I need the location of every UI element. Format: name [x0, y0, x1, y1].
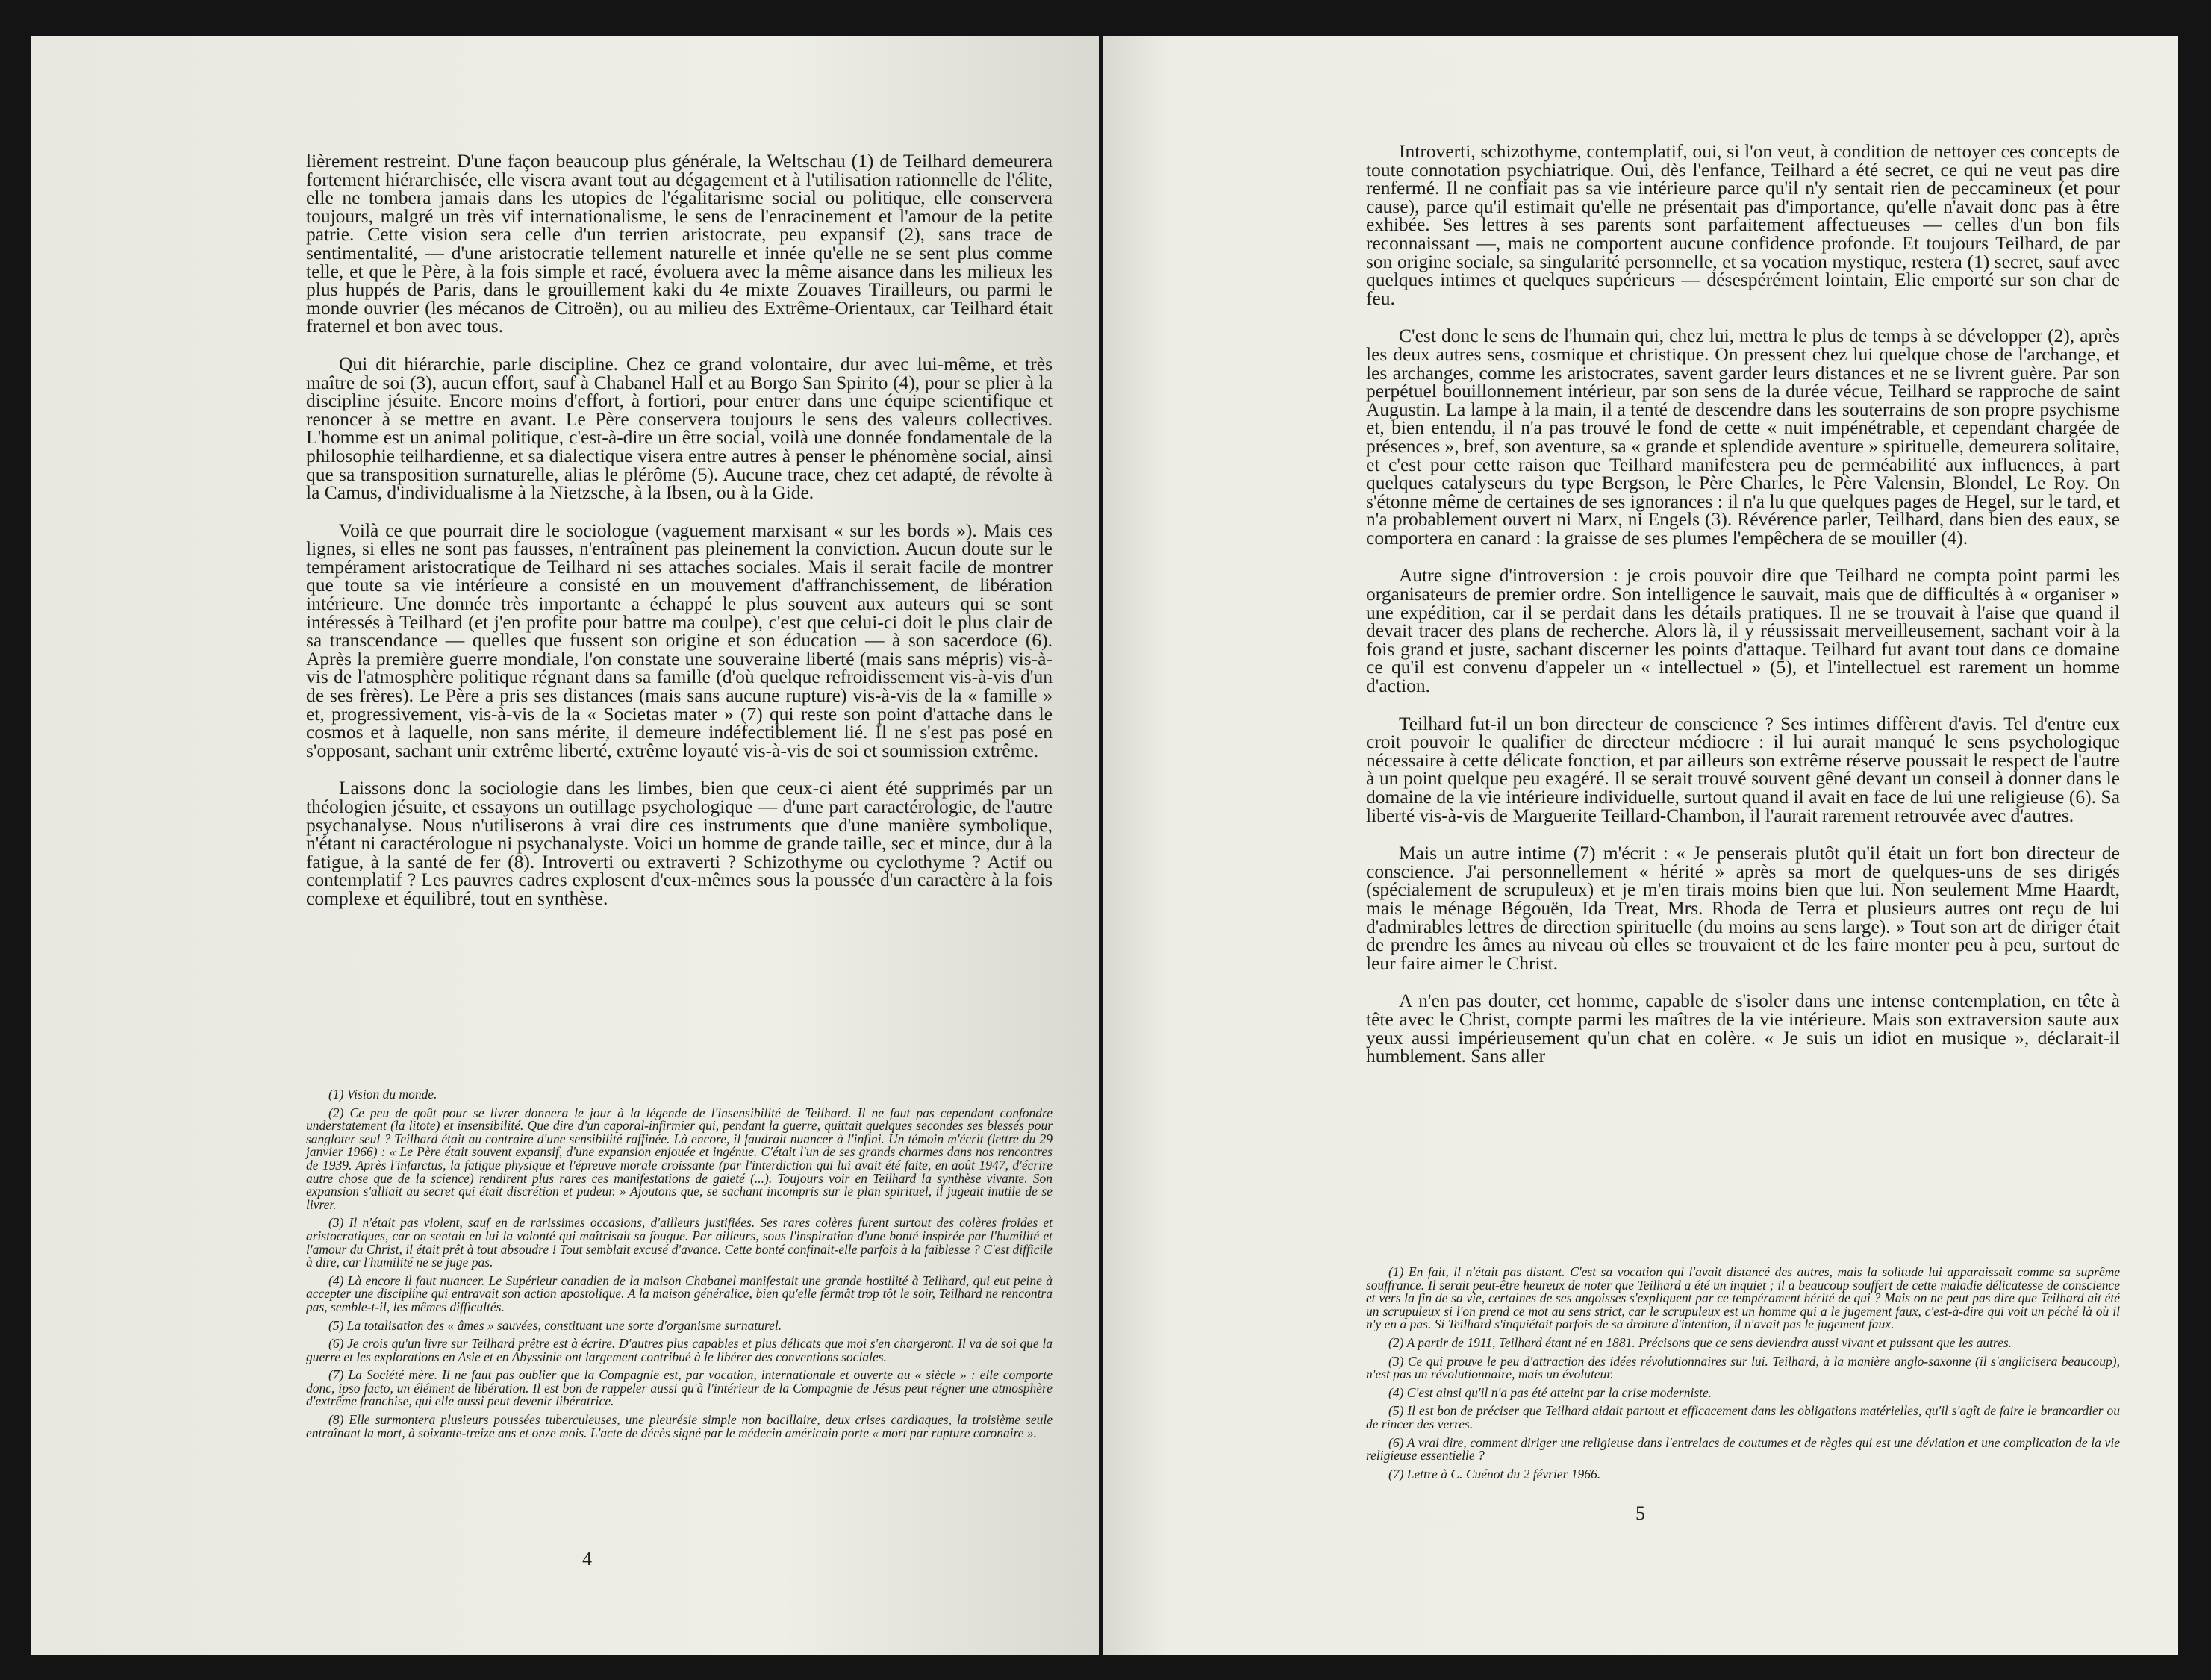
right-footnotes	[1366, 1266, 2120, 1486]
footnote: (4) Là encore il faut nuancer. Le Supérieur canadien de la maison Chabanel manifestait une grande hostilité à Teilhard, qui eut peine à accepter une discipline qui entravait son action apostolique. A la maison généralice, bien qu'elle fermât trop tôt le soir, Teilhard ne rencontra pas, semble-t-il, les mêmes difficultés.	[306, 1273, 1053, 1314]
page-number: 5	[1635, 1502, 1645, 1524]
paragraph: C'est donc le sens de l'humain qui, chez lui, mettra le plus de temps à se développer (2), après les deux autres sens, cosmique et christique. On pressent chez lui quelque chose de l'archange, et les archanges, comme les aristocrates, savent garder leurs distances et ne se livrent guère. Par son perpétuel bouillonnement intérieur, par son sens de la durée vécue, Teilhard se rapproche de saint Augustin. La lampe à la main, il a tenté de descendre dans les souterrains de son propre psychisme et, bien entendu, il n'a pas trouvé le fond de cette « nuit impénétrable, et cependant chargée de présences », bref, son aventure, sa « grande et splendide aventure » spirituelle, demeurera solitaire, et c'est pour cette raison que Teilhard manifestera peu de perméabilité aux influences, à part quelques catalyseurs du type Bergson, le Père Charles, le Père Valensin, Blondel, Le Roy. On s'étonne même de certaines de ses ignorances : il n'a lu que quelques pages de Hegel, sur le tard, et n'a probablement ouvert ni Marx, ni Engels (3). Révérence parler, Teilhard, dans bien des eaux, se comportera en canard : la graisse de ses plumes l'empêchera de se mouiller (4).	[1366, 325, 2120, 549]
left-body-text	[306, 152, 1053, 928]
paragraph: Autre signe d'introversion : je crois pouvoir dire que Teilhard ne compta point parmi les organisateurs de premier ordre. Son intelligence le sauvait, mais que de difficultés à « organiser » une expédition, car il se perdait dans les détails pratiques. Il ne se trouvait à l'aise que quand il devait tracer des plans de recherche. Alors là, il y réussissait merveilleusement, sachant voir à la fois grand et juste, sachant discerner les points d'attaque. Teilhard fut avant tout dans ce domaine ce qu'il est convenu d'appeler un « intellectuel » (5), et l'intellectuel est rarement un homme d'action.	[1366, 564, 2120, 697]
paragraph: Teilhard fut-il un bon directeur de conscience ? Ses intimes diffèrent d'avis. Tel d'entre eux croit pouvoir le qualifier de directeur médiocre : il lui aurait manqué le sens psychologique nécessaire à cette délicate fonction, et par ailleurs son extrême réserve poussait le respect de l'autre à un point quelque peu exagéré. Il se serait trouvé souvent gêné devant un conseil à donner dans le domaine de la vie intérieure individuelle, surtout quand il avait en face de lui une religieuse (6). Sa liberté vis-à-vis de Marguerite Teillard-Chambon, il l'aurait rarement retrouvée avec d'autres.	[1366, 712, 2120, 826]
footnote: (7) Lettre à C. Cuénot du 2 février 1966.	[1388, 1466, 1601, 1481]
footnote: (2) Ce peu de goût pour se livrer donnera le jour à la légende de l'insensibilité de Teilhard. Il ne faut pas cependant confondre understatement (la litote) et insensibilité. Que dire d'un caporal-infirmier qui, pendant la guerre, quittait quelques secondes ses blessés pour sangloter seul ? Teilhard était au contraire d'une sensibilité raffinée. Là encore, il faudrait nuancer à l'infini. Un témoin m'écrit (lettre du 29 janvier 1966) : « Le Père était souvent expansif, d'une expansion enjouée et ingénue. C'était l'un de ses grands charmes dans nos rencontres de 1939. Après l'infarctus, la fatigue physique et l'épreuve morale croissante (par l'interdiction qui lui avait été faite, en août 1947, d'écrire autre chose que de la science) rendirent plus rares ces manifestations de gaieté (...). Toujours voir en Teilhard la synthèse vivante. Son expansion s'alliait au secret qui était discrétion et pudeur. » Ajoutons que, se sachant incompris sur le plan spirituel, il jugeait inutile de se livrer.	[306, 1105, 1053, 1212]
footnote: (3) Il n'était pas violent, sauf en de rarissimes occasions, d'ailleurs justifiées. Ses rares colères furent surtout des colères froides et aristocratiques, car on sentait en lui la volonté qui maîtrisait sa fougue. Par ailleurs, sous l'inspiration d'une bonté inspirée par l'humilité et l'amour du Christ, il était prêt à tout absoudre ! Tout semblait excusé d'avance. Cette bonté confinait-elle parfois à la faiblesse ? C'est difficile à dire, car l'humilité ne se juge pas.	[306, 1215, 1053, 1270]
footnote: (5) Il est bon de préciser que Teilhard aidait partout et efficacement dans les obligations matérielles, qu'il s'agît de faire le brancardier ou de rincer des verres.	[1366, 1403, 2120, 1431]
paragraph: Qui dit hiérarchie, parle discipline. Chez ce grand volontaire, dur avec lui-même, et très maître de soi (3), aucun effort, sauf à Chabanel Hall et au Borgo San Spirito (4), pour se plier à la discipline jésuite. Encore moins d'effort, à fortiori, pour entrer dans une équipe scientifique et renoncer à se mettre en avant. Le Père conservera toujours le sens des valeurs collectives. L'homme est un animal politique, c'est-à-dire un être social, voilà une donnée fondamentale de la philosophie teilhardienne, et sa dialectique visera entre autres à penser le phénomène social, ainsi que sa transposition surnaturelle, alias le plérôme (5). Aucune trace, chez cet adapté, de révolte à la Camus, d'individualisme à la Nietzsche, à la Ibsen, ou à la Gide.	[306, 352, 1053, 504]
footnote: (8) Elle surmontera plusieurs poussées tuberculeuses, une pleurésie simple non bacillaire, deux crises cardiaques, la troisième seule entraînant la mort, à soixante-treize ans et onze mois. L'acte de décès signé par le médecin américain porte « mort par rupture coronaire ».	[306, 1412, 1053, 1440]
footnote: (6) A vrai dire, comment diriger une religieuse dans l'entrelacs de coutumes et de règles qui est une déviation et une complication de la vie religieuse essentielle ?	[1366, 1434, 2120, 1464]
paragraph: Mais un autre intime (7) m'écrit : « Je penserais plutôt qu'il était un fort bon directeur de conscience. J'ai personnellement « hérité » après sa mort de quelques-uns de ses dirigés (spécialement de scrupuleux) et je m'en tirais moins bien que lui. Non seulement Mme Haardt, mais le ménage Bégouën, Ida Treat, Mrs. Rhoda de Terra et plusieurs autres ont reçu de lui d'admirables lettres de direction spirituelle (du moins au sens large). » Tout son art de diriger était de prendre les âmes au niveau où elles se trouvaient et de les faire monter peu à peu, surtout de leur faire aimer le Christ.	[1366, 842, 2120, 974]
right-body-text	[1366, 140, 2120, 1085]
footnote: (1) Vision du monde.	[328, 1087, 437, 1102]
footnote: (6) Je crois qu'un livre sur Teilhard prêtre est à écrire. D'autres plus capables et plus délicats que moi s'en chargeront. Il va de soi que la guerre et les explorations en Asie et en Abyssinie ont largement contribué à le libérer des conventions sociales.	[306, 1336, 1053, 1364]
left-footnotes	[306, 1088, 1053, 1445]
paragraph: A n'en pas douter, cet homme, capable de s'isoler dans une intense contemplation, en tête à tête avec le Christ, compte parmi les maîtres de la vie intérieure. Mais son extraversion saute aux yeux aussi impérieusement qu'un chat en colère. « Je suis un idiot en musique », déclarait-il humblement. Sans aller	[1366, 990, 2120, 1067]
footnote: (4) C'est ainsi qu'il n'a pas été atteint par la crise moderniste.	[1388, 1384, 1712, 1400]
page-number: 4	[582, 1548, 592, 1570]
footnote: (3) Ce qui prouve le peu d'attraction des idées révolutionnaires sur lui. Teilhard, à la manière anglo-saxonne (il s'anglicisera beaucoup), n'est pas un révolutionnaire, mais un évoluteur.	[1366, 1353, 2120, 1382]
paragraph: lièrement restreint. D'une façon beaucoup plus générale, la Weltschau (1) de Teilhard demeurera fortement hiérarchisée, elle visera avant tout au dégagement et à l'utilisation rationnelle de l'élite, elle ne tombera jamais dans les utopies de l'égalitarisme social ou politique, elle conservera toujours, malgré un très vif internationalisme, le sens de l'enracinement et l'amour de la petite patrie. Cette vision sera celle d'un terrien aristocrate, peu expansif (2), sans trace de sentimentalité, — d'une aristocratie tellement naturelle et innée qu'elle ne se sent plus comme telle, et que le Père, à la fois simple et racé, évoluera avec la même aisance dans les milieux les plus huppés de Paris, dans le grouillement kaki du 4e mixte Zouaves Tirailleurs, ou parmi le monde ouvrier (les mécanos de Citroën), ou au milieu des Extrême-Orientaux, car Teilhard était fraternel et bon avec tous.	[306, 150, 1053, 337]
footnote: (2) A partir de 1911, Teilhard étant né en 1881. Précisons que ce sens deviendra aussi vivant et puissant que les autres.	[1388, 1334, 2012, 1350]
footnote: (5) La totalisation des « âmes » sauvées, constituant une sorte d'organisme surnaturel.	[328, 1317, 782, 1333]
paragraph: Voilà ce que pourrait dire le sociologue (vaguement marxisant « sur les bords »). Mais ces lignes, si elles ne sont pas fausses, n'entraînent pas pleinement la conviction. Aucun doute sur le tempérament aristocratique de Teilhard ni ses attaches sociales. Mais il serait facile de montrer que toute sa vie intérieure a consisté en un mouvement d'affranchissement, de libération intérieure. Une donnée très importante a échappé le plus souvent aux auteurs qui se sont intéressés à Teilhard (et j'en profite pour battre ma coulpe), c'est que celui-ci doit le plus clair de sa transcendance — quelles que fussent son origine et son éducation — à son sacerdoce (6). Après la première guerre mondiale, l'on constate une souveraine liberté (mais sans mépris) vis-à-vis de l'atmosphère politique régnant dans sa famille (d'où quelque refroidissement vis-à-vis d'un de ses frères). Le Père a pris ses distances (mais sans aucune rupture) vis-à-vis de la « famille » et, progressivement, vis-à-vis de la « Societas mater » (7) qui reste son point d'attache dans le cosmos et à laquelle, non sans mérite, il demeure indéfectiblement lié. Il ne s'est pas posé en s'opposant, sachant unir extrême liberté, extrême loyauté vis-à-vis de soi et soumission extrême.	[306, 519, 1053, 761]
right-page	[1103, 36, 2178, 1655]
footnote: (1) En fait, il n'était pas distant. C'est sa vocation qui l'avait distancé des autres, mais la solitude lui apparaissait comme sa suprême souffrance. Il serait peut-être heureux de noter que Teilhard a été un inquiet ; il a beaucoup souffert de cette maladie délicatesse de conscience et vers la fin de sa vie, certaines de ses angoisses s'expliquent par ce tempérament hérité de qui ? Mais on ne peut pas dire que Teilhard ait été un scrupuleux si l'on prend ce mot au sens strict, car le scrupuleux est un homme qui a le jugement faux, c'est-à-dire qui voit un péché là où il n'y en a pas. Si Teilhard s'inquiétait parfois de sa droiture d'intention, il n'avait pas le jugement faux.	[1366, 1264, 2120, 1332]
paragraph: Introverti, schizothyme, contemplatif, oui, si l'on veut, à condition de nettoyer ces concepts de toute connotation psychiatrique. Oui, dès l'enfance, Teilhard a été secret, ce qui ne veut pas dire renfermé. Il ne confiait pas sa vie intérieure parce qu'il n'y sentait rien de peccamineux (et pour cause), parce qu'il estimait qu'elle ne présentait pas d'importance, qu'elle n'avait donc pas à être exhibée. Ses lettres à ses parents sont parfaitement affectueuses — celles d'un bon fils reconnaissant —, mais ne comportent aucune confidence profonde. Et toujours Teilhard, de par son origine sociale, sa singularité personnelle, et sa vocation mystique, restera (1) secret, sauf avec quelques intimes et quelques supérieurs — désespérément lointain, Elie emporté sur son char de feu.	[1366, 140, 2120, 309]
paragraph: Laissons donc la sociologie dans les limbes, bien que ceux-ci aient été supprimés par un théologien jésuite, et essayons un outillage psychologique — d'une part caractérologie, de l'autre psychanalyse. Nous n'utiliserons à vrai dire ces instruments que d'une manière symbolique, n'étant ni caractérologue ni psychanalyste. Voici un homme de grande taille, sec et mince, dur à la fatigue, à la santé de fer (8). Introverti ou extraverti ? Schizothyme ou cyclothyme ? Actif ou contemplatif ? Les pauvres cadres explosent d'eux-mêmes sous la poussée d'un caractère à la fois complexe et équilibré, tout en synthèse.	[306, 777, 1053, 909]
left-page	[31, 36, 1099, 1655]
footnote: (7) La Société mère. Il ne faut pas oublier que la Compagnie est, par vocation, internationale et ouverte au « siècle » : elle comporte donc, ipso facto, un élément de libération. Il est bon de rappeler aussi qu'à l'intérieur de la Compagnie de Jésus peut régner une atmosphère d'extrême franchise, qui elle aussi peut devenir libératrice.	[306, 1367, 1053, 1409]
